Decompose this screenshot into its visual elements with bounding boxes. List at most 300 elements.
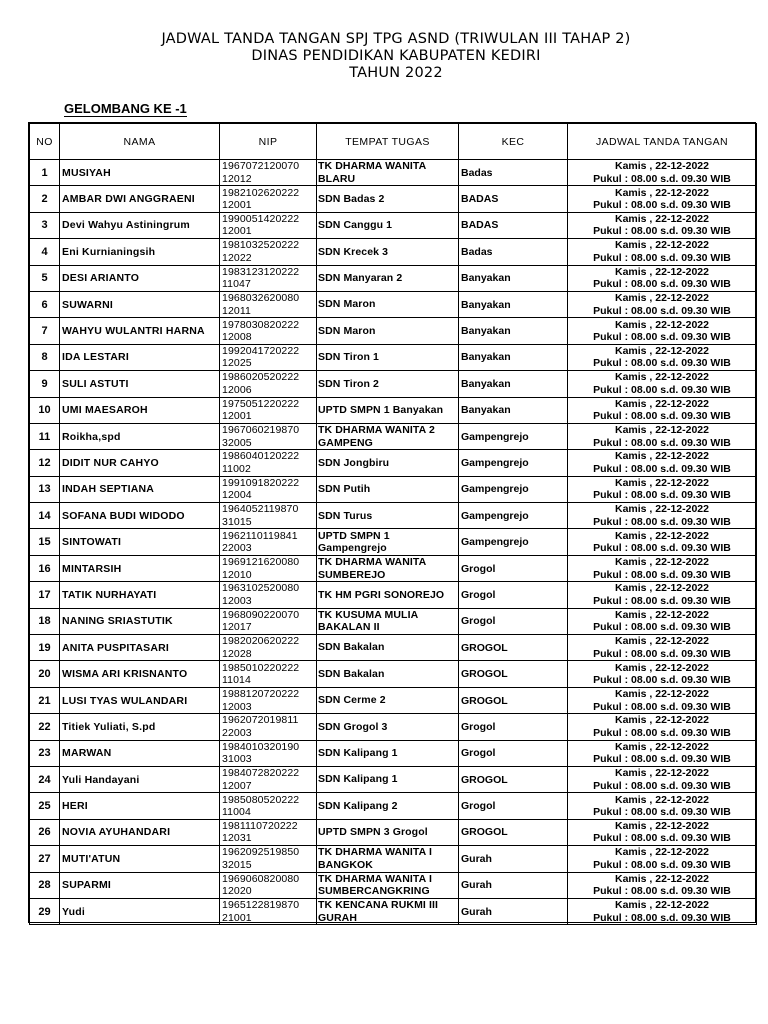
jadwal-time: Pukul : 08.00 s.d. 09.30 WIB bbox=[593, 568, 731, 581]
schedule-table bbox=[29, 123, 757, 925]
jadwal-date: Kamis , 22-12-2022 bbox=[615, 344, 709, 357]
nip-line-1: 1983123120222 bbox=[222, 265, 300, 278]
cell-nip bbox=[220, 450, 317, 476]
cell-nip bbox=[220, 608, 317, 634]
cell-jadwal bbox=[568, 265, 757, 291]
jadwal-date: Kamis , 22-12-2022 bbox=[615, 503, 709, 516]
jadwal-date: Kamis , 22-12-2022 bbox=[615, 872, 709, 885]
tempat-line-2: SUMBERCANGKRING bbox=[318, 885, 430, 898]
tempat-line-2: Gampengrejo bbox=[318, 542, 387, 555]
nip-line-2: 12011 bbox=[222, 304, 251, 317]
cell-no: 20 bbox=[30, 661, 60, 687]
jadwal-date: Kamis , 22-12-2022 bbox=[615, 529, 709, 542]
cell-jadwal bbox=[568, 555, 757, 581]
cell-nip bbox=[220, 635, 317, 661]
cell-nama: WAHYU WULANTRI HARNA bbox=[60, 318, 220, 344]
cell-jadwal bbox=[568, 608, 757, 634]
tempat-line-1: TK KUSUMA MULIA bbox=[318, 608, 419, 621]
nip-line-2: 12003 bbox=[222, 594, 252, 607]
cell-kec: GROGOL bbox=[459, 819, 568, 845]
cell-jadwal bbox=[568, 661, 757, 687]
table-row bbox=[30, 582, 757, 608]
tempat-line-1: SDN Canggu 1 bbox=[318, 219, 393, 232]
table-row bbox=[30, 291, 757, 317]
cell-kec: BADAS bbox=[459, 186, 568, 212]
table-row bbox=[30, 635, 757, 661]
cell-nip bbox=[220, 239, 317, 265]
cell-tempat-tugas bbox=[317, 740, 459, 766]
jadwal-date: Kamis , 22-12-2022 bbox=[615, 661, 709, 674]
cell-kec: Gurah bbox=[459, 872, 568, 898]
document-title bbox=[12, 31, 768, 82]
cell-jadwal bbox=[568, 397, 757, 423]
tempat-line-1: UPTD SMPN 3 Grogol bbox=[318, 826, 428, 839]
jadwal-date: Kamis , 22-12-2022 bbox=[615, 767, 709, 780]
cell-no: 7 bbox=[30, 318, 60, 344]
cell-no: 25 bbox=[30, 793, 60, 819]
cell-nama: SUPARMI bbox=[60, 872, 220, 898]
tempat-line-1: SDN Bakalan bbox=[318, 641, 385, 654]
cell-nama: Devi Wahyu Astiningrum bbox=[60, 212, 220, 238]
cell-no: 12 bbox=[30, 450, 60, 476]
cell-nama: SULI ASTUTI bbox=[60, 371, 220, 397]
header-jadwal: JADWAL TANDA TANGAN bbox=[568, 124, 757, 160]
cell-no: 1 bbox=[30, 160, 60, 186]
nip-line-1: 1981110720222 bbox=[222, 819, 298, 832]
table-row bbox=[30, 476, 757, 502]
cell-nama: UMI MAESAROH bbox=[60, 397, 220, 423]
cell-no: 19 bbox=[30, 635, 60, 661]
title-line-3: TAHUN 2022 bbox=[349, 65, 443, 81]
cell-tempat-tugas bbox=[317, 608, 459, 634]
nip-line-1: 1968090220070 bbox=[222, 608, 300, 621]
cell-kec: Grogol bbox=[459, 582, 568, 608]
cell-nama: SOFANA BUDI WIDODO bbox=[60, 503, 220, 529]
jadwal-time: Pukul : 08.00 s.d. 09.30 WIB bbox=[593, 462, 731, 475]
cell-tempat-tugas bbox=[317, 872, 459, 898]
cell-tempat-tugas bbox=[317, 371, 459, 397]
tempat-line-1: SDN Jongbiru bbox=[318, 456, 390, 469]
cell-jadwal bbox=[568, 318, 757, 344]
cell-jadwal bbox=[568, 529, 757, 555]
cell-kec: Grogol bbox=[459, 555, 568, 581]
nip-line-1: 1985010220222 bbox=[222, 661, 300, 674]
tempat-line-2: GURAH bbox=[318, 911, 357, 924]
nip-line-2: 12028 bbox=[222, 647, 252, 660]
tempat-line-1: SDN Maron bbox=[318, 298, 376, 311]
cell-no: 11 bbox=[30, 423, 60, 449]
jadwal-date: Kamis , 22-12-2022 bbox=[615, 265, 709, 278]
cell-no: 13 bbox=[30, 476, 60, 502]
tempat-line-1: SDN Turus bbox=[318, 509, 373, 522]
cell-nama: LUSI TYAS WULANDARI bbox=[60, 687, 220, 713]
cell-nip bbox=[220, 846, 317, 872]
cell-kec: Banyakan bbox=[459, 397, 568, 423]
nip-line-2: 31015 bbox=[222, 515, 252, 528]
jadwal-time: Pukul : 08.00 s.d. 09.30 WIB bbox=[593, 357, 731, 370]
cell-kec: GROGOL bbox=[459, 661, 568, 687]
nip-line-2: 32005 bbox=[222, 436, 252, 449]
cell-nama: MUSIYAH bbox=[60, 160, 220, 186]
cell-nama: Roikha,spd bbox=[60, 423, 220, 449]
jadwal-date: Kamis , 22-12-2022 bbox=[615, 371, 709, 384]
cell-tempat-tugas bbox=[317, 503, 459, 529]
tempat-line-1: UPTD SMPN 1 bbox=[318, 529, 390, 542]
jadwal-time: Pukul : 08.00 s.d. 09.30 WIB bbox=[593, 225, 731, 238]
nip-line-2: 12001 bbox=[222, 410, 252, 423]
nip-line-2: 11014 bbox=[222, 674, 251, 687]
nip-line-1: 1965122819870 bbox=[222, 899, 300, 912]
nip-line-2: 11047 bbox=[222, 278, 251, 291]
nip-line-2: 31003 bbox=[222, 753, 252, 766]
cell-nip bbox=[220, 793, 317, 819]
nip-line-2: 12001 bbox=[222, 225, 252, 238]
nip-line-2: 12031 bbox=[222, 832, 252, 845]
nip-line-1: 1962072019811 bbox=[222, 714, 299, 727]
cell-kec: Badas bbox=[459, 160, 568, 186]
cell-jadwal bbox=[568, 476, 757, 502]
cell-tempat-tugas bbox=[317, 819, 459, 845]
cell-jadwal bbox=[568, 714, 757, 740]
cell-kec: Gampengrejo bbox=[459, 450, 568, 476]
jadwal-date: Kamis , 22-12-2022 bbox=[615, 740, 709, 753]
cell-no: 5 bbox=[30, 265, 60, 291]
cell-nama: ANITA PUSPITASARI bbox=[60, 635, 220, 661]
jadwal-date: Kamis , 22-12-2022 bbox=[615, 450, 709, 463]
nip-line-1: 1984072820222 bbox=[222, 767, 300, 780]
cell-no: 4 bbox=[30, 239, 60, 265]
nip-line-2: 12022 bbox=[222, 251, 252, 264]
table-row bbox=[30, 371, 757, 397]
jadwal-date: Kamis , 22-12-2022 bbox=[615, 160, 709, 173]
cell-nama: DIDIT NUR CAHYO bbox=[60, 450, 220, 476]
table-row bbox=[30, 740, 757, 766]
cell-nip bbox=[220, 555, 317, 581]
tempat-line-2: SUMBEREJO bbox=[318, 568, 386, 581]
jadwal-time: Pukul : 08.00 s.d. 09.30 WIB bbox=[593, 911, 731, 924]
cell-nip bbox=[220, 819, 317, 845]
tempat-line-1: SDN Kalipang 1 bbox=[318, 773, 398, 786]
cell-jadwal bbox=[568, 846, 757, 872]
nip-line-1: 1988120720222 bbox=[222, 688, 300, 700]
tempat-line-1: SDN Cerme 2 bbox=[318, 694, 386, 707]
cell-nama: Titiek Yuliati, S.pd bbox=[60, 714, 220, 740]
tempat-line-2: BAKALAN II bbox=[318, 621, 380, 634]
nip-line-1: 1992041720222 bbox=[222, 344, 300, 357]
tempat-line-1: SDN Putih bbox=[318, 483, 371, 496]
cell-kec: GROGOL bbox=[459, 766, 568, 792]
table-row bbox=[30, 687, 757, 713]
cell-nama: MUTI'ATUN bbox=[60, 846, 220, 872]
cell-kec: Grogol bbox=[459, 608, 568, 634]
nip-line-2: 12006 bbox=[222, 383, 252, 396]
table-row bbox=[30, 503, 757, 529]
cell-kec: Gampengrejo bbox=[459, 503, 568, 529]
cell-kec: Banyakan bbox=[459, 371, 568, 397]
cell-kec: Badas bbox=[459, 239, 568, 265]
cell-kec: GROGOL bbox=[459, 635, 568, 661]
nip-line-1: 1964052119870 bbox=[222, 503, 299, 516]
cell-jadwal bbox=[568, 898, 757, 924]
tempat-line-1: SDN Grogol 3 bbox=[318, 720, 388, 733]
cell-tempat-tugas bbox=[317, 318, 459, 344]
cell-jadwal bbox=[568, 450, 757, 476]
cell-jadwal bbox=[568, 160, 757, 186]
cell-jadwal bbox=[568, 635, 757, 661]
tempat-line-1: SDN Badas 2 bbox=[318, 192, 385, 205]
jadwal-time: Pukul : 08.00 s.d. 09.30 WIB bbox=[593, 779, 731, 792]
section-subtitle: GELOMBANG KE -1 bbox=[64, 101, 187, 116]
table-row bbox=[30, 423, 757, 449]
nip-line-1: 1984010320190 bbox=[222, 740, 300, 753]
nip-line-2: 22003 bbox=[222, 726, 252, 739]
cell-jadwal bbox=[568, 239, 757, 265]
cell-jadwal bbox=[568, 291, 757, 317]
cell-nama: Yuli Handayani bbox=[60, 766, 220, 792]
tempat-line-1: SDN Maron bbox=[318, 324, 376, 337]
tempat-line-1: TK DHARMA WANITA bbox=[318, 556, 427, 569]
tempat-line-1: SDN Kalipang 2 bbox=[318, 799, 398, 812]
header-no: NO bbox=[30, 124, 60, 160]
cell-no: 27 bbox=[30, 846, 60, 872]
cell-tempat-tugas bbox=[317, 582, 459, 608]
table-body bbox=[30, 160, 757, 925]
jadwal-date: Kamis , 22-12-2022 bbox=[615, 899, 709, 912]
jadwal-time: Pukul : 08.00 s.d. 09.30 WIB bbox=[593, 489, 731, 502]
jadwal-date: Kamis , 22-12-2022 bbox=[615, 635, 709, 648]
cell-kec: Gurah bbox=[459, 846, 568, 872]
nip-line-1: 1967060219870 bbox=[222, 424, 300, 437]
jadwal-time: Pukul : 08.00 s.d. 09.30 WIB bbox=[593, 700, 731, 713]
cell-tempat-tugas bbox=[317, 898, 459, 924]
jadwal-time: Pukul : 08.00 s.d. 09.30 WIB bbox=[593, 621, 731, 634]
table-row bbox=[30, 793, 757, 819]
jadwal-date: Kamis , 22-12-2022 bbox=[615, 608, 709, 621]
cell-nip bbox=[220, 740, 317, 766]
cell-nama: AMBAR DWI ANGGRAENI bbox=[60, 186, 220, 212]
nip-line-2: 12020 bbox=[222, 885, 252, 898]
table-row bbox=[30, 344, 757, 370]
jadwal-date: Kamis , 22-12-2022 bbox=[615, 318, 709, 331]
cell-tempat-tugas bbox=[317, 687, 459, 713]
cell-tempat-tugas bbox=[317, 265, 459, 291]
cell-jadwal bbox=[568, 423, 757, 449]
table-row bbox=[30, 265, 757, 291]
jadwal-time: Pukul : 08.00 s.d. 09.30 WIB bbox=[593, 436, 731, 449]
cell-tempat-tugas bbox=[317, 846, 459, 872]
tempat-line-1: TK HM PGRI SONOREJO bbox=[318, 588, 445, 601]
cell-nip bbox=[220, 291, 317, 317]
cell-tempat-tugas bbox=[317, 450, 459, 476]
jadwal-time: Pukul : 08.00 s.d. 09.30 WIB bbox=[593, 172, 731, 185]
cell-nip bbox=[220, 661, 317, 687]
cell-nip bbox=[220, 371, 317, 397]
tempat-line-1: SDN Manyaran 2 bbox=[318, 272, 403, 284]
jadwal-date: Kamis , 22-12-2022 bbox=[615, 714, 709, 727]
cell-tempat-tugas bbox=[317, 793, 459, 819]
nip-line-1: 1967072120070 bbox=[222, 160, 300, 173]
tempat-line-1: SDN Krecek 3 bbox=[318, 245, 389, 258]
cell-kec: Gampengrejo bbox=[459, 476, 568, 502]
cell-kec: Banyakan bbox=[459, 265, 568, 291]
table-row bbox=[30, 898, 757, 924]
cell-jadwal bbox=[568, 186, 757, 212]
cell-tempat-tugas bbox=[317, 555, 459, 581]
cell-nama: NANING SRIASTUTIK bbox=[60, 608, 220, 634]
jadwal-time: Pukul : 08.00 s.d. 09.30 WIB bbox=[593, 278, 731, 291]
cell-no: 15 bbox=[30, 529, 60, 555]
cell-tempat-tugas bbox=[317, 344, 459, 370]
cell-no: 28 bbox=[30, 872, 60, 898]
title-line-1: JADWAL TANDA TANGAN SPJ TPG ASND (TRIWULAN III TAHAP 2) bbox=[161, 31, 631, 47]
cell-nip bbox=[220, 160, 317, 186]
table-row bbox=[30, 608, 757, 634]
table-row bbox=[30, 714, 757, 740]
jadwal-time: Pukul : 08.00 s.d. 09.30 WIB bbox=[593, 858, 731, 871]
jadwal-date: Kamis , 22-12-2022 bbox=[615, 186, 709, 199]
cell-nip bbox=[220, 529, 317, 555]
cell-tempat-tugas bbox=[317, 476, 459, 502]
cell-tempat-tugas bbox=[317, 529, 459, 555]
jadwal-time: Pukul : 08.00 s.d. 09.30 WIB bbox=[593, 383, 731, 396]
cell-jadwal bbox=[568, 344, 757, 370]
cell-jadwal bbox=[568, 740, 757, 766]
header-tempat-tugas: TEMPAT TUGAS bbox=[317, 124, 459, 160]
nip-line-1: 1986020520222 bbox=[222, 371, 300, 384]
cell-jadwal bbox=[568, 766, 757, 792]
tempat-line-1: UPTD SMPN 1 Banyakan bbox=[318, 403, 444, 416]
cell-nip bbox=[220, 397, 317, 423]
cell-tempat-tugas bbox=[317, 397, 459, 423]
tempat-line-1: TK DHARMA WANITA bbox=[318, 160, 427, 173]
cell-jadwal bbox=[568, 872, 757, 898]
table-row bbox=[30, 819, 757, 845]
nip-line-1: 1963102520080 bbox=[222, 582, 300, 595]
nip-line-2: 12004 bbox=[222, 489, 252, 502]
cell-nama: DESI ARIANTO bbox=[60, 265, 220, 291]
header-nip: NIP bbox=[220, 124, 317, 160]
cell-nama: SINTOWATI bbox=[60, 529, 220, 555]
cell-kec: Banyakan bbox=[459, 291, 568, 317]
table-row bbox=[30, 186, 757, 212]
nip-line-2: 12001 bbox=[222, 199, 252, 212]
cell-no: 8 bbox=[30, 344, 60, 370]
cell-nip bbox=[220, 344, 317, 370]
jadwal-time: Pukul : 08.00 s.d. 09.30 WIB bbox=[593, 542, 731, 555]
cell-no: 29 bbox=[30, 898, 60, 924]
cell-tempat-tugas bbox=[317, 186, 459, 212]
cell-nama: TATIK NURHAYATI bbox=[60, 582, 220, 608]
cell-no: 10 bbox=[30, 397, 60, 423]
jadwal-date: Kamis , 22-12-2022 bbox=[615, 582, 709, 595]
cell-nip bbox=[220, 265, 317, 291]
jadwal-date: Kamis , 22-12-2022 bbox=[615, 292, 709, 305]
jadwal-time: Pukul : 08.00 s.d. 09.30 WIB bbox=[593, 331, 731, 344]
cell-jadwal bbox=[568, 371, 757, 397]
cell-tempat-tugas bbox=[317, 239, 459, 265]
tempat-line-1: SDN Bakalan bbox=[318, 667, 385, 680]
tempat-line-1: SDN Kalipang 1 bbox=[318, 747, 398, 760]
cell-kec: BADAS bbox=[459, 212, 568, 238]
jadwal-time: Pukul : 08.00 s.d. 09.30 WIB bbox=[593, 304, 731, 317]
nip-line-1: 1990051420222 bbox=[222, 212, 300, 225]
cell-kec: Banyakan bbox=[459, 344, 568, 370]
jadwal-time: Pukul : 08.00 s.d. 09.30 WIB bbox=[593, 410, 731, 423]
tempat-line-1: TK DHARMA WANITA I bbox=[318, 846, 432, 859]
jadwal-date: Kamis , 22-12-2022 bbox=[615, 556, 709, 569]
cell-nama: IDA LESTARI bbox=[60, 344, 220, 370]
cell-no: 24 bbox=[30, 766, 60, 792]
nip-line-2: 12012 bbox=[222, 172, 252, 185]
nip-line-2: 12025 bbox=[222, 357, 252, 370]
nip-line-2: 12007 bbox=[222, 779, 252, 792]
table-row bbox=[30, 766, 757, 792]
nip-line-1: 1968032620080 bbox=[222, 292, 300, 305]
cell-kec: GROGOL bbox=[459, 687, 568, 713]
jadwal-date: Kamis , 22-12-2022 bbox=[615, 476, 709, 489]
header-kec: KEC bbox=[459, 124, 568, 160]
nip-line-2: 32015 bbox=[222, 858, 252, 871]
cell-kec: Gampengrejo bbox=[459, 423, 568, 449]
cell-no: 3 bbox=[30, 212, 60, 238]
jadwal-date: Kamis , 22-12-2022 bbox=[615, 212, 709, 225]
tempat-line-2: BANGKOK bbox=[318, 858, 373, 871]
cell-jadwal bbox=[568, 582, 757, 608]
jadwal-date: Kamis , 22-12-2022 bbox=[615, 239, 709, 252]
cell-jadwal bbox=[568, 819, 757, 845]
nip-line-1: 1986040120222 bbox=[222, 450, 300, 463]
cell-nip bbox=[220, 186, 317, 212]
cell-no: 23 bbox=[30, 740, 60, 766]
cell-nip bbox=[220, 766, 317, 792]
nip-line-1: 1962092519850 bbox=[222, 846, 300, 859]
cell-tempat-tugas bbox=[317, 291, 459, 317]
cell-tempat-tugas bbox=[317, 635, 459, 661]
table-row bbox=[30, 450, 757, 476]
cell-nama: NOVIA AYUHANDARI bbox=[60, 819, 220, 845]
jadwal-time: Pukul : 08.00 s.d. 09.30 WIB bbox=[593, 594, 731, 607]
cell-nip bbox=[220, 318, 317, 344]
cell-nip bbox=[220, 212, 317, 238]
jadwal-date: Kamis , 22-12-2022 bbox=[615, 793, 709, 806]
nip-line-2: 11002 bbox=[222, 462, 251, 475]
table-row bbox=[30, 555, 757, 581]
cell-nip bbox=[220, 503, 317, 529]
table-header-row bbox=[30, 124, 757, 160]
cell-no: 21 bbox=[30, 687, 60, 713]
jadwal-time: Pukul : 08.00 s.d. 09.30 WIB bbox=[593, 753, 731, 766]
cell-nip bbox=[220, 423, 317, 449]
cell-no: 14 bbox=[30, 503, 60, 529]
nip-line-2: 12008 bbox=[222, 331, 252, 344]
cell-no: 26 bbox=[30, 819, 60, 845]
cell-tempat-tugas bbox=[317, 766, 459, 792]
cell-jadwal bbox=[568, 687, 757, 713]
cell-no: 9 bbox=[30, 371, 60, 397]
jadwal-time: Pukul : 08.00 s.d. 09.30 WIB bbox=[593, 885, 731, 898]
nip-line-1: 1969121620080 bbox=[222, 556, 300, 569]
nip-line-2: 21001 bbox=[222, 911, 252, 924]
nip-line-2: 12017 bbox=[222, 621, 252, 634]
tempat-line-1: TK DHARMA WANITA I bbox=[318, 872, 432, 885]
nip-line-2: 11004 bbox=[222, 806, 251, 819]
cell-kec: Gampengrejo bbox=[459, 529, 568, 555]
jadwal-date: Kamis , 22-12-2022 bbox=[615, 688, 709, 700]
cell-nama: INDAH SEPTIANA bbox=[60, 476, 220, 502]
cell-nama: MINTARSIH bbox=[60, 555, 220, 581]
nip-line-1: 1991091820222 bbox=[222, 476, 300, 489]
table-row bbox=[30, 160, 757, 186]
